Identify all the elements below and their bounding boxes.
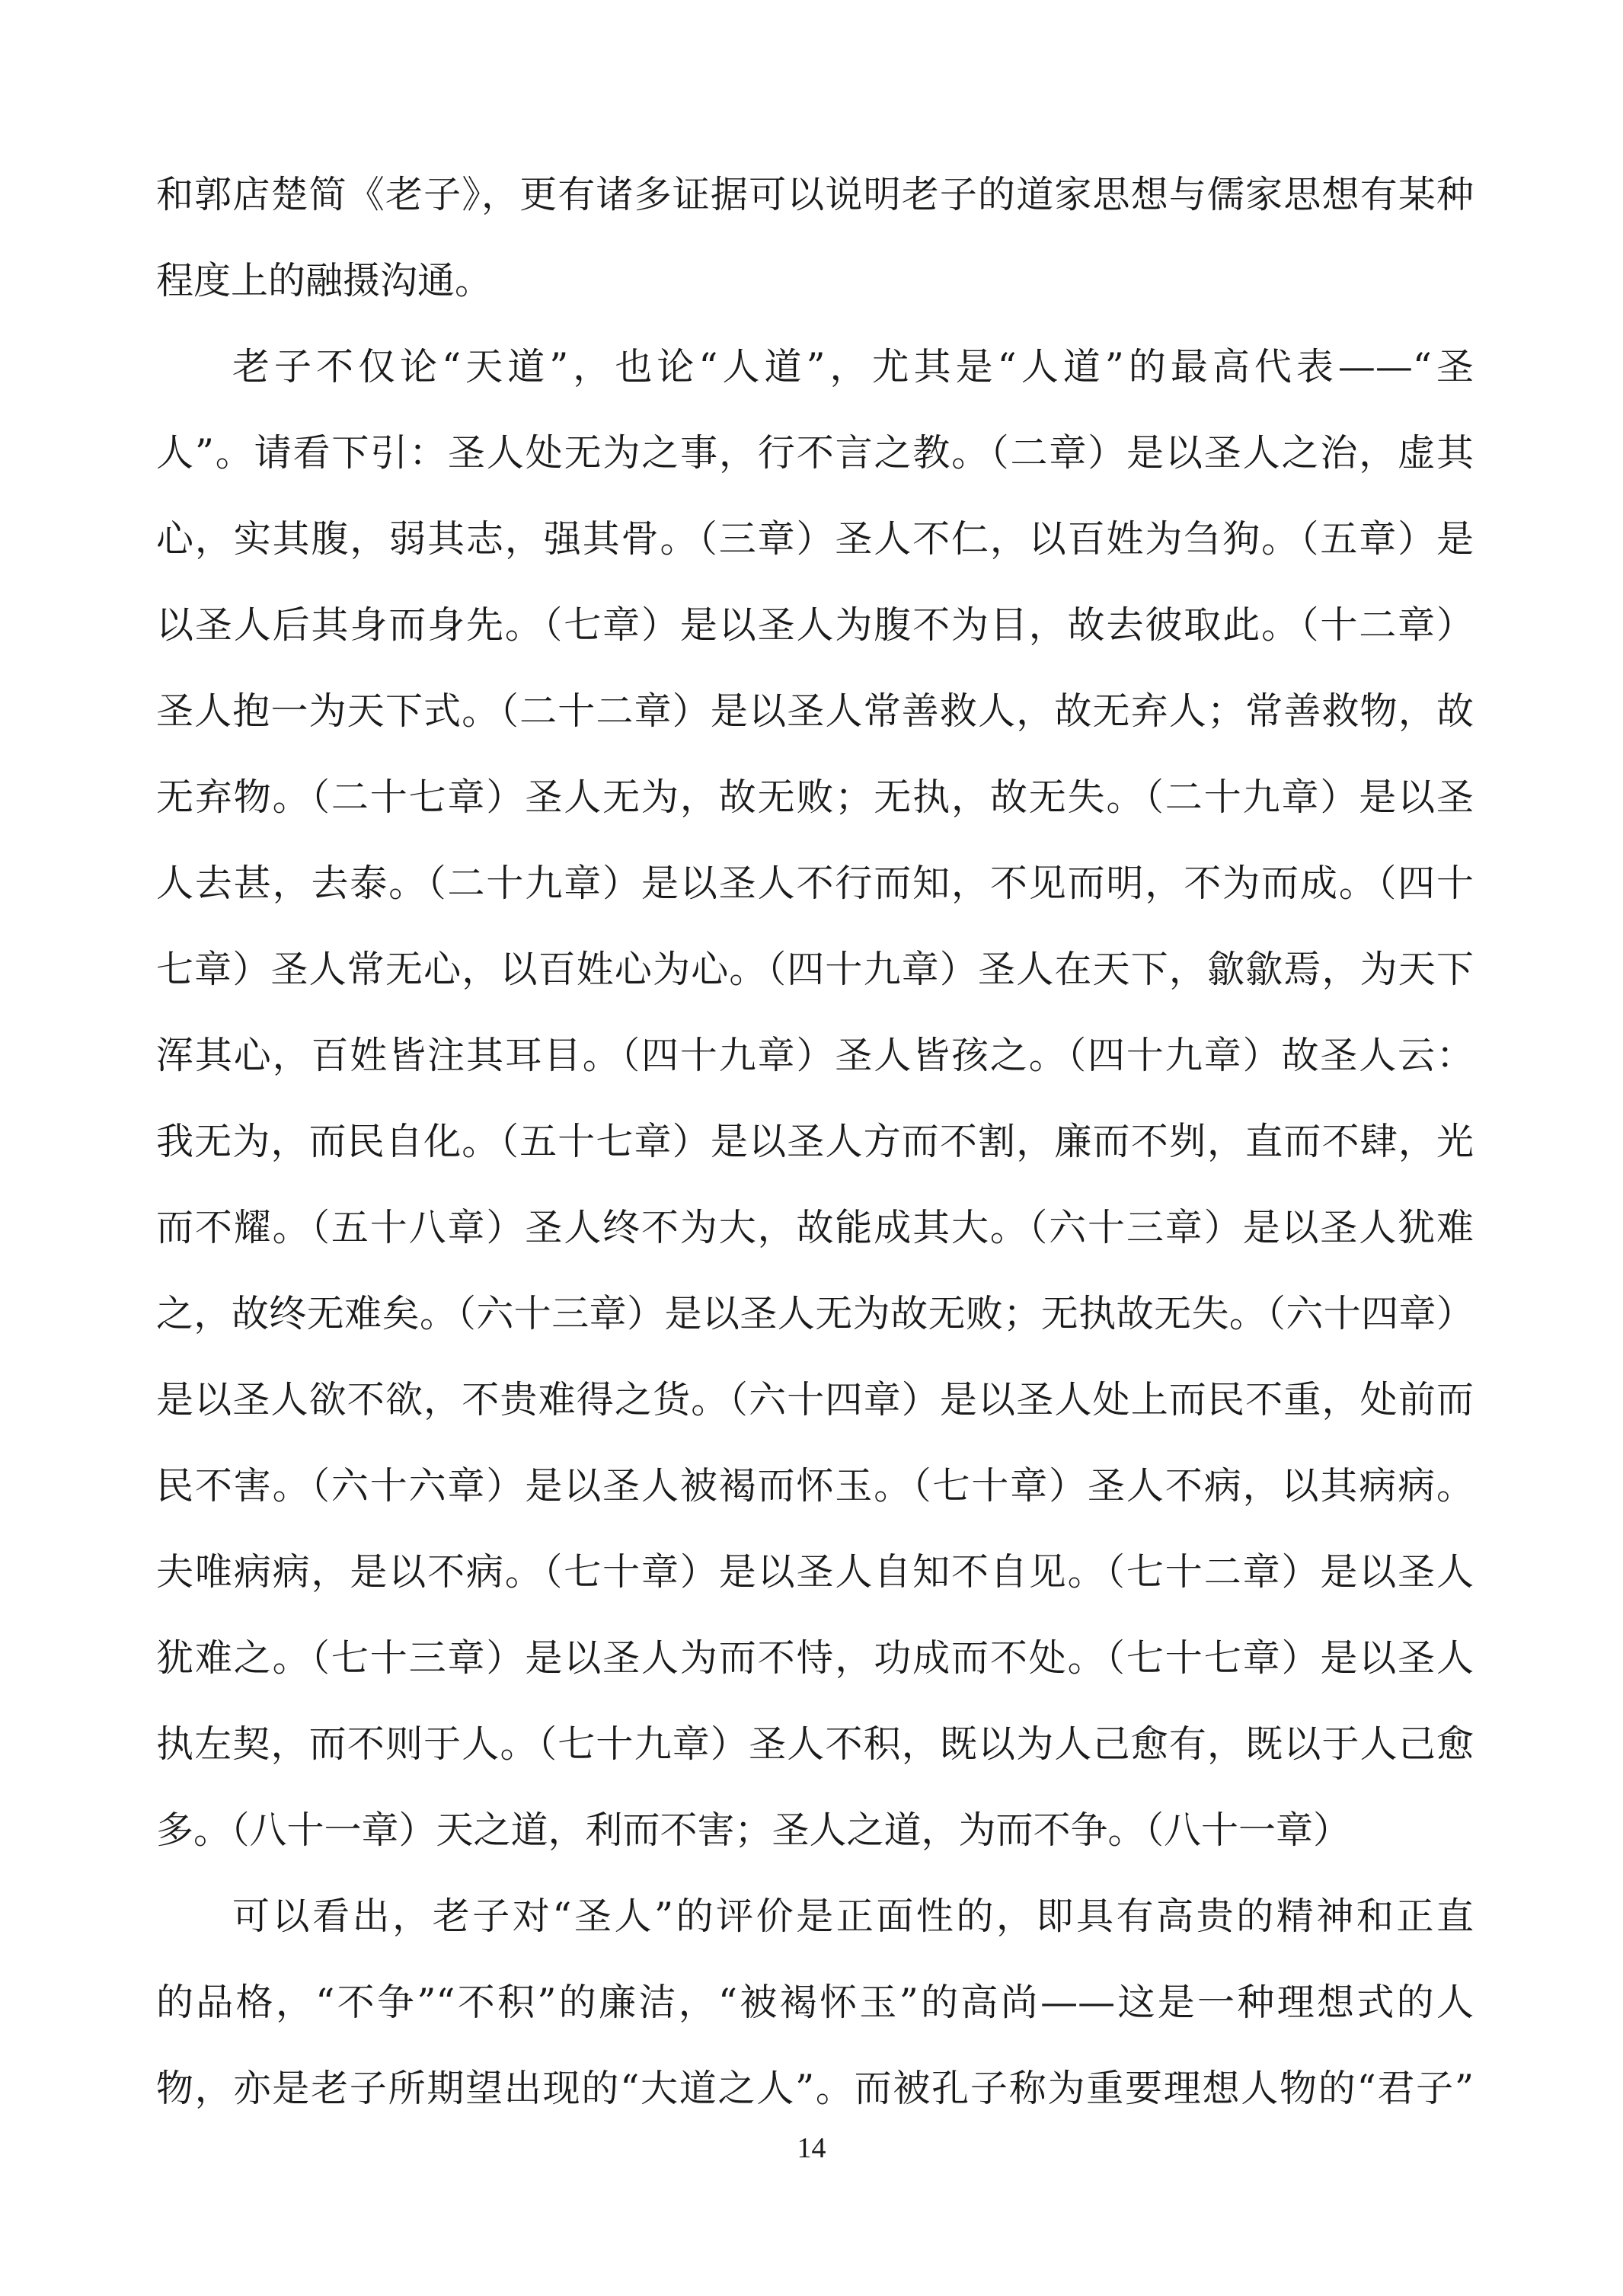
text-line: 无弃物。（二十七章）圣人无为，故无败；无执，故无失。（二十九章）是以圣 [156,775,1474,819]
text-line: 夫唯病病，是以不病。（七十章）是以圣人自知不自见。（七十二章）是以圣人 [156,1550,1474,1594]
text-line: 浑其心，百姓皆注其耳目。（四十九章）圣人皆孩之。（四十九章）故圣人云： [156,1034,1474,1077]
text-line: 民不害。（六十六章）是以圣人被褐而怀玉。（七十章）圣人不病，以其病病。 [156,1464,1474,1508]
text-line: 心，实其腹，弱其志，强其骨。（三章）圣人不仁，以百姓为刍狗。（五章）是 [156,517,1474,561]
text-line: 之，故终无难矣。（六十三章）是以圣人无为故无败；无执故无失。（六十四章） [156,1292,1474,1335]
text-line: 而不耀。（五十八章）圣人终不为大，故能成其大。（六十三章）是以圣人犹难 [156,1206,1474,1249]
text-line: 的品格，“不争”“不积”的廉洁，“被褐怀玉”的高尚——这是一种理想式的人 [156,1981,1474,2024]
text-line: 执左契，而不则于人。（七十九章）圣人不积，既以为人己愈有，既以于人己愈 [156,1722,1474,1766]
text-line: 程度上的融摄沟通。 [156,259,493,302]
text-line: 七章）圣人常无心，以百姓心为心。（四十九章）圣人在天下，歙歙焉，为天下 [156,948,1474,991]
text-line: 物，亦是老子所期望出现的“大道之人”。而被孔子称为重要理想人物的“君子” [156,2067,1474,2110]
text-line: 以圣人后其身而身先。（七章）是以圣人为腹不为目，故去彼取此。（十二章） [156,603,1474,647]
text-line: 多。（八十一章）天之道，利而不害；圣人之道，为而不争。（八十一章） [156,1808,1351,1852]
text-line: 人去甚，去泰。（二十九章）是以圣人不行而知，不见而明，不为而成。（四十 [156,862,1474,905]
text-line: 圣人抱一为天下式。（二十二章）是以圣人常善救人，故无弃人；常善救物，故 [156,689,1474,733]
text-line: 老子不仅论“天道”，也论“人道”，尤其是“人道”的最高代表——“圣 [232,345,1474,389]
text-line: 人”。请看下引：圣人处无为之事，行不言之教。（二章）是以圣人之治，虚其 [156,431,1474,475]
text-line: 我无为，而民自化。（五十七章）是以圣人方而不割，廉而不刿，直而不肆，光 [156,1120,1474,1163]
text-line: 可以看出，老子对“圣人”的评价是正面性的，即具有高贵的精神和正直 [232,1895,1474,1938]
text-line: 和郭店楚简《老子》，更有诸多证据可以说明老子的道家思想与儒家思想有某种 [156,173,1474,216]
text-line: 是以圣人欲不欲，不贵难得之货。（六十四章）是以圣人处上而民不重，处前而 [156,1378,1474,1421]
text-line: 犹难之。（七十三章）是以圣人为而不恃，功成而不处。（七十七章）是以圣人 [156,1636,1474,1680]
page-number: 14 [797,2132,826,2164]
